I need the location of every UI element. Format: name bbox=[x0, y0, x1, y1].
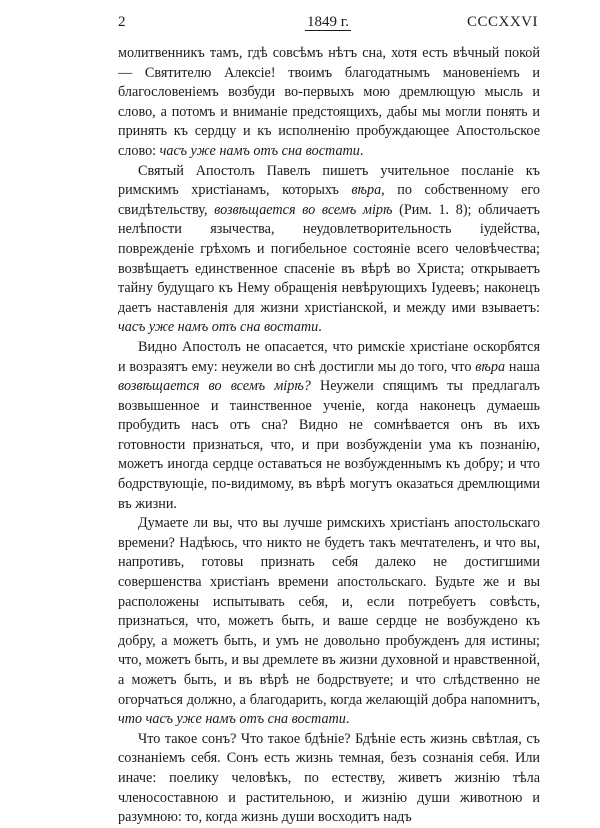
year-text: 1849 г. bbox=[307, 14, 349, 30]
italic-word: вѣра bbox=[351, 182, 382, 199]
paragraph: Святый Апостолъ Павелъ пишетъ учительное посланiе къ римскимъ христiанамъ, которыхъ вѣра, по собственному его свидѣтельству, возвѣщается во всемъ мiрѣ (Рим. 1. 8); обличаетъ нелѣпости язычества, неудовлетворительность iудейства, поврежденiе грѣхомъ и погибельное состоянiе всего человѣчества; возвѣщаетъ единственное спасенiе въ вѣрѣ во Христа; открываетъ тайну будущаго къ Нему обращенiя невѣрующихъ Iудеевъ; наконецъ даетъ наставленiя для жизни христiанской, и между ими взываетъ: часъ уже намъ отъ сна востати. bbox=[118, 162, 540, 336]
italic-quote: возвѣщается во всемъ мiрѣ? bbox=[118, 378, 311, 395]
italic-quote: часъ уже намъ отъ сна востати bbox=[118, 319, 319, 336]
italic-quote: что часъ уже намъ отъ сна востати bbox=[118, 711, 346, 728]
italic-word: вѣра bbox=[475, 358, 506, 375]
page-number: 2 bbox=[118, 14, 126, 30]
italic-quote: возвѣщается во всемъ мiрѣ bbox=[214, 201, 393, 218]
body-text bbox=[118, 44, 540, 828]
italic-quote: часъ уже намъ отъ сна востати bbox=[159, 142, 360, 159]
paragraph: Думаете ли вы, что вы лучше римскихъ христiанъ апостольскаго времени? Надѣюсь, что никто не будетъ такъ мечтателенъ, и что вы, напротивъ, готовы признать себя далеко не достигшими совершенства христiанъ времени апостольскаго. Будьте же и вы расположены испытывать себя, и, если потребуетъ совѣсть, признаться, что, можетъ быть, и ваше сердце не возбуждено къ добру, а можетъ быть, и умъ не довольно пробужденъ для истины; что, можетъ быть, и вы дремлете въ жизни духовной и нравственной, а можетъ быть, и въ вѣрѣ не бодрствуете; и что слѣдственно не огорчаться должно, а благодарить, когда желающiй добра напомнитъ, что часъ уже намъ отъ сна востати. bbox=[118, 515, 540, 728]
paragraph: Что такое сонъ? Что такое бдѣнiе? Бдѣнiе есть жизнь свѣтлая, съ сознанiемъ себя. Сонъ есть жизнь темная, безъ сознанiя себя. Или иначе: поелику человѣкъ, по естеству, живетъ жизнiю тѣла членосоставною и растительною, и жизнiю души животною и разумною: то, когда жизнь души восходитъ надъ bbox=[118, 730, 540, 826]
paragraph-continued: молитвенникъ тамъ, гдѣ совсѣмъ нѣтъ сна, хотя есть вѣчный покой — Святителю Алексiе! твоимъ благодатнымъ мановенiемъ и благословенiемъ возбуди во-первыхъ мою дремлющую мысль и слово, а потомъ и вниманiе предстоящихъ, дабы мы могли понять и принять къ сердцу и къ исполненiю пробуждающее Апостольское слово: часъ уже намъ отъ сна востати. bbox=[118, 45, 540, 159]
roman-numeral: CCCXXVI bbox=[466, 14, 538, 30]
running-header bbox=[118, 10, 538, 34]
paragraph: Видно Апостолъ не опасается, что римскiе христiане оскорбятся и возразятъ ему: неужели во снѣ достигли мы до того, что вѣра наша возвѣщается во всемъ мiрѣ? Неужели спящимъ ты предлагалъ возвышенное и таинственное ученiе, когда наконецъ думаешь пробудить насъ отъ сна? Видно не сомнѣвается онъ въ ихъ готовности признаться, что, и при возбужденiи ума къ познанiю, можетъ иногда сердце оставаться не возбужденнымъ къ добру; и что бодрствующiе, по-видимому, въ вѣрѣ могутъ оказаться дремлющими въ жизни. bbox=[118, 338, 540, 512]
